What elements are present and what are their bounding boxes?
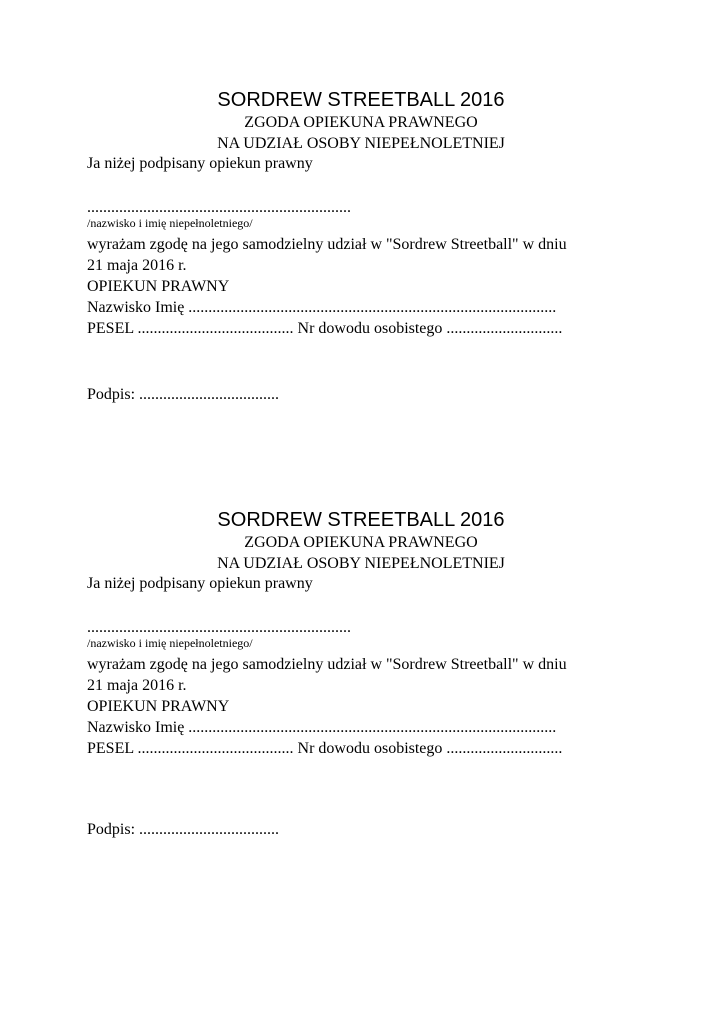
form-subtitle-1: ZGODA OPIEKUNA PRAWNEGO (244, 534, 478, 551)
consent-text-line-2: 21 maja 2016 r. (87, 677, 187, 694)
minor-name-field[interactable]: .................................................................. (87, 199, 351, 216)
minor-name-field[interactable]: .................................................................. (87, 619, 351, 636)
consent-text-line-1: wyrażam zgodę na jego samodzielny udział w "Sordrew Streetball" w dniu (87, 656, 567, 673)
guardian-heading: OPIEKUN PRAWNY (87, 698, 230, 715)
pesel-id-field[interactable]: PESEL ....................................... Nr dowodu osobistego ............................. (87, 740, 563, 757)
guardian-heading: OPIEKUN PRAWNY (87, 278, 230, 295)
minor-name-hint: /nazwisko i imię niepełnoletniego/ (87, 216, 253, 230)
consent-text-line-1: wyrażam zgodę na jego samodzielny udział w "Sordrew Streetball" w dniu (87, 236, 567, 253)
form-subtitle-1: ZGODA OPIEKUNA PRAWNEGO (244, 114, 478, 131)
minor-name-hint: /nazwisko i imię niepełnoletniego/ (87, 636, 253, 650)
form-title: SORDREW STREETBALL 2016 (217, 509, 505, 531)
intro-text: Ja niżej podpisany opiekun prawny (87, 575, 313, 592)
signature-field[interactable]: Podpis: ................................... (87, 821, 280, 838)
consent-text-line-2: 21 maja 2016 r. (87, 257, 187, 274)
signature-field[interactable]: Podpis: ................................... (87, 386, 280, 403)
guardian-name-field[interactable]: Nazwisko Imię ............................................................................................ (87, 719, 557, 736)
form-subtitle-2: NA UDZIAŁ OSOBY NIEPEŁNOLETNIEJ (217, 555, 505, 572)
form-title: SORDREW STREETBALL 2016 (217, 89, 505, 111)
intro-text: Ja niżej podpisany opiekun prawny (87, 155, 313, 172)
guardian-name-field[interactable]: Nazwisko Imię ............................................................................................ (87, 299, 557, 316)
form-subtitle-2: NA UDZIAŁ OSOBY NIEPEŁNOLETNIEJ (217, 135, 505, 152)
pesel-id-field[interactable]: PESEL ....................................... Nr dowodu osobistego ............................. (87, 320, 563, 337)
